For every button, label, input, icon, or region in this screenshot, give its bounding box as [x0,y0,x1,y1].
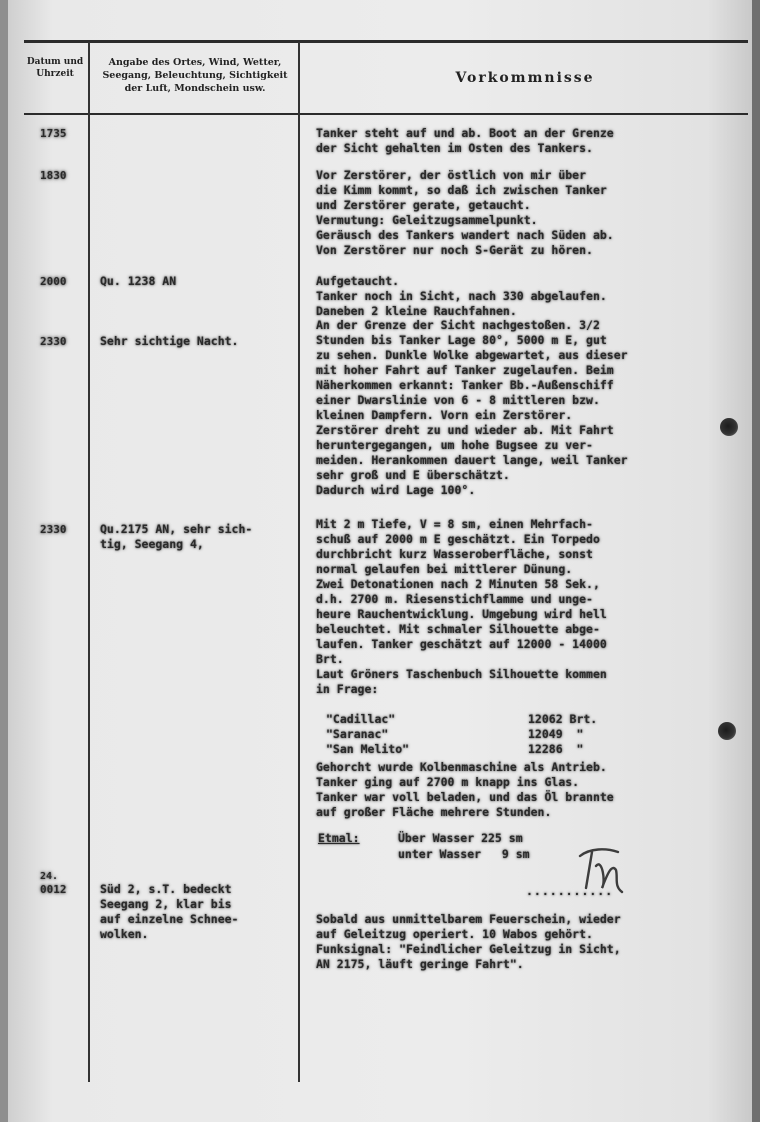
etmal-surface: Über Wasser 225 sm [398,831,523,845]
punch-hole [720,418,738,436]
header-bottom-rule [24,113,748,115]
entry-place: Süd 2, s.T. bedeckt Seegang 2, klar bis auf einzelne Schnee- wolken. [100,882,239,941]
signature-mark [572,842,636,898]
entry-place: Qu.2175 AN, sehr sich- tig, Seegang 4, [100,522,253,551]
separator-dots: ........... [526,884,614,898]
page-edge-shadow [752,0,760,1122]
entry-time: 2000 [40,275,67,288]
header-events: Vorkommnisse [455,70,595,86]
entry-events: Mit 2 m Tiefe, V = 8 sm, einen Mehrfach- schuß auf 2000 m E geschätzt. Ein Torpedo durchbricht kurz Wasseroberfläche, sonst normal gelaufen bei mittlerer Dünung. Zwei Detonationen nach 2 Minuten 58 Sek., d.h. 2700 m. Riesenstichflamme und unge- heure Rauchentwicklung. Umgebung wird hell beleuchtet. Mit schmaler Silhouette abge- laufen. Tanker geschätzt auf 12000 - 14000 Brt. Laut Gröners Taschenbuch Silhouette kommen in Frage: [316,517,607,696]
table-top-rule [24,40,748,43]
header-place: Angabe des Ortes, Wind, Wetter, Seegang, Beleuchtung, Sichtigkeit der Luft, Mondschein usw. [102,57,288,94]
ship-tonnage: 12049 " [528,727,584,741]
header-time: Datum und Uhrzeit [26,57,84,79]
entry-time: 1735 [40,127,67,140]
entry-events: An der Grenze der Sicht nachgestoßen. 3/2 Stunden bis Tanker Lage 80°, 5000 m E, gut zu sehen. Dunkle Wolke abgewartet, aus dieser mit hoher Fahrt auf Tanker zugelaufen. Beim Näherkommen erkannt: Tanker Bb.-Außenschiff einer Dwarslinie von 6 - 8 mittleren bzw. kleinen Dampfern. Vorn ein Zerstörer. Zerstörer dreht zu und wieder ab. Mit Fahrt heruntergegangen, um hohe Bugsee zu ver- meiden. Herankommen dauert lange, weil Tanker sehr groß und E überschätzt. Dadurch wird Lage 100°. [316,318,628,497]
entry-place: Qu. 1238 AN [100,274,177,288]
punch-hole [718,722,736,740]
etmal-submerged: unter Wasser 9 sm [398,847,530,861]
entry-events-continued: Gehorcht wurde Kolbenmaschine als Antrieb. Tanker ging auf 2700 m knapp ins Glas. Tanker war voll beladen, und das Öl brannte auf großer Fläche mehrere Stunden. [316,760,614,819]
entry-place: Sehr sichtige Nacht. [100,334,239,348]
etmal-label: Etmal: [318,831,360,845]
ship-tonnage: 12062 Brt. [528,712,598,726]
ship-name: "Saranac" [326,727,389,741]
entry-time: 0012 [40,883,67,896]
ship-name: "San Melito" [326,742,410,756]
ship-tonnage: 12286 " [528,742,584,756]
entry-date: 24. [40,871,59,882]
entry-time: 2330 [40,523,67,536]
entry-events: Aufgetaucht. Tanker noch in Sicht, nach 330 abgelaufen. Daneben 2 kleine Rauchfahnen. [316,274,607,318]
ship-name: "Cadillac" [326,712,396,726]
entry-events: Vor Zerstörer, der östlich von mir über die Kimm kommt, so daß ich zwischen Tanker und Zerstörer gerate, getaucht. Vermutung: Geleitzugsammelpunkt. Geräusch des Tankers wandert nach Süden ab. Von Zerstörer nur noch S-Gerät zu hören. [316,168,614,257]
entry-events: Sobald aus unmittelbarem Feuerschein, wieder auf Geleitzug operiert. 10 Wabos gehört. Funksignal: "Feindlicher Geleitzug in Sicht, AN 2175, läuft geringe Fahrt". [316,912,621,971]
column-divider-left [88,42,90,1082]
entry-time: 2330 [40,335,67,348]
entry-events: Tanker steht auf und ab. Boot an der Grenze der Sicht gehalten im Osten des Tankers. [316,126,614,155]
entry-time: 1830 [40,169,67,182]
